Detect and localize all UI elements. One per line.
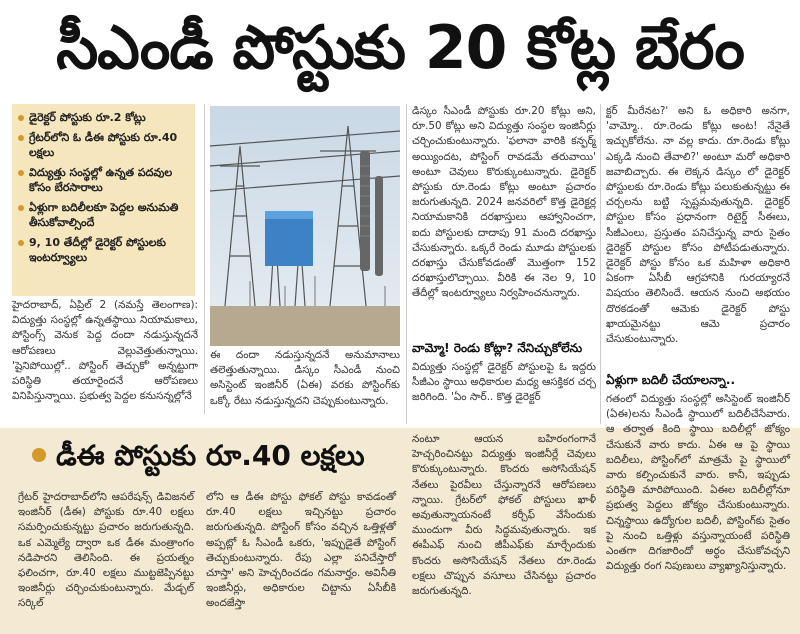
subheading-wow: వామ్మో! రెండు కోట్లా? నేనిచ్చుకోలేను bbox=[412, 341, 583, 355]
highlight-item: డైరెక్టర్ పోస్టుకు రూ.2 కోట్లు bbox=[18, 110, 189, 125]
title-dot-icon bbox=[32, 448, 46, 462]
bullet-dot-icon bbox=[18, 240, 24, 246]
transformer-shape bbox=[265, 211, 313, 266]
highlight-item: 9, 10 తేదీల్లో డైరెక్టర్ పోస్టులకు ఇంటర్వ్యూలు bbox=[18, 235, 189, 265]
article-column-3: డిస్కం సీఎండీ పోస్టుకు రూ.20 కోట్లు అని, రూ.50 కోట్లు అని విద్యుత్తు సంస్థల ఇంజినీర్లు చర్చించుకుంటున్నారు. 'ఫలానా వారికి కన్ఫర్మ్ అయ్యిందట, పోస్టింగ్ రావడమే తరువాయి' అంటూ చెవులు కొరుక్కుంటున్నారు. డైరెక్టర్ పోస్టుకు రూ.రెండు కోట్లు అంటూ ప్రచారం జరుగుతున్నది. 2024 జనవరిలో కొత్త డైరెక్టర్ల నియామకానికి దరఖాస్తులు ఆహ్వానించగా, ఐదు పోస్టులకు దాదాపు 91 మంది దరఖాస్తు చేసుకున్నారు. ఒక్కరే రెండు మూడు పోస్టులకు దరఖాస్తు చేసుకోవడంతో మొత్తంగా 152 దరఖాస్తులొచ్చాయి. వీరికి ఈ నెల 9, 10 తేదీల్లో ఇంటర్వ్యూలు నిర్వహించనున్నారు. bbox=[412, 105, 596, 300]
highlights-box bbox=[12, 104, 195, 296]
article-column-3b: విద్యుత్తు సంస్థల్లో డైరెక్టర్ పోస్టులపై ఓ ఇద్దరు సీజీఎం స్థాయి అధికారుల మధ్య ఆసక్తికర చర్చ జరిగింది. 'ఏం సార్.. కొత్త డైరెక్టర్ bbox=[412, 361, 596, 404]
substation-illustration bbox=[210, 106, 400, 346]
bullet-dot-icon bbox=[18, 170, 24, 176]
substation-photo bbox=[210, 106, 400, 346]
headline: సీఎండీ పోస్టుకు 20 కోట్ల బేరం bbox=[56, 13, 744, 83]
bullet-dot-icon bbox=[18, 205, 24, 211]
highlight-item: విద్యుత్తు సంస్థల్లో ఉన్నత పదవుల కోసం బేరసారాలు bbox=[18, 165, 189, 195]
article-column-4b: గతంలో విద్యుత్తు సంస్థల్లో అసిస్టెంట్ ఇంజినీర్ (ఏఈ)లను సీఎండీ స్థాయిలో బదిలీచేసేవారు. ఆ తర్వాత కింది స్థాయి బదిలీల్లో జోక్యం చేసుకునే వారు కాదు. ఏఈ ఆ పై స్థాయి బదిలీలు, పోస్టింగ్‌లో మాత్రమే పై స్థాయిలో వారు కల్పించుకునే వారు. కానీ, ఇప్పుడు పరిస్థితి మారిపోయింది. ఏఈల బదిలీల్లోనూ ప్రభుత్వ పెద్దలు జోక్యం చేసుకుంటున్నారు. చిన్నస్థాయి ఉద్యోగుల బదిలీ, పోస్టింగ్‌కు సైతం పై నుంచి ఒత్తిళ్లు వస్తున్నాయంటే పరిస్థితి ఎంతగా దిగజారిందో అర్థం చేసుకోవచ్చని విద్యుత్తు రంగ నిపుణులు వ్యాఖ్యానిస్తున్నారు. bbox=[606, 393, 790, 573]
article-column-4: క్టర్ మీరేనట?' అని ఓ అధికారి అనగా, 'వామ్మో.. రూ.రెండు కోట్లు అంట! నేనైతే ఇచ్చుకోలేను. నా వల్ల కాదు. రూ.రెండు కోట్లు ఎక్కడి నుంచి తేవాలి?' అంటూ మరో అధికారి జవాబిచ్చారు. ఈ లెక్కన డిస్కం లో డైరెక్టర్ పోస్టులకు రూ.రెండు కోట్లు పలుకుతున్నట్టు ఈ చర్చలను బట్టి స్పష్టమవుతున్నది. డైరెక్టర్ పోస్టుల కోసం ప్రధానంగా రిటైర్డ్ సీఈలు, సీజీఎంలు, ప్రస్తుతం పనిచేస్తున్న వారు సైతం డైరెక్టర్ పోస్టుల కోసం పోటీపడుతున్నారు. డైరెక్టర్ పోస్టు కోసం ఒక మహిళా అధికారి ఏకంగా ఏసీబీ ఆగ్రహానికి గురయ్యారనే విషయం తెలిసిందే. ఆయన నుంచి అభయం దొరకడంతో ఆమెకు డైరెక్టర్ పోస్టు ఖాయమైనట్టు ఆమె ప్రచారం చేసుకుంటున్నారు. bbox=[606, 105, 790, 346]
bottom-column-3: నంటూ ఆయన బహిరంగంగానే హెచ్చరించినట్టు విద్యుత్తు ఇంజినీర్లే చెవులు కొరుక్కుంటున్నారు. కొందరు అసోసియేషన్ నేతలు పైరవీలు చేస్తున్నారనే ఆరోపణలు న్నాయి. గ్రేటర్‌లో ఫోకల్ పోస్టులు ఖాళీ అవుతున్నాయనంటే కర్చీఫ్ వేసేందుకు ముందుగా వీరు సిద్ధమవుతున్నారు. ఇక ఈపీఎఫ్ నుంచి జీపీఎఫ్‌కు మార్చేందుకు కొందరు అసోసియేషన్ నేతలు రూ.రెండు లక్షలు చొప్పున వసూలు చేసినట్టు ప్రచారం జరుగుతున్నది. bbox=[412, 433, 596, 598]
article-column-1: హైదరాబాద్, ఏప్రిల్ 2 (నమస్తే తెలంగాణ): విద్యుత్తు సంస్థల్లో ఉన్నతస్థాయి నియామకాలు, పోస్టింగ్స్ వెనుక పెద్ద దందా నడుస్తున్నదనే ఆరోపణలు వెల్లువెత్తుతున్నాయి. 'షైనిపోయిల్లో.. పోస్టింగ్ తెచ్చుకో' అన్నట్టుగా పరిస్థితి తయారైందనే ఆరోపణలు వినిపిస్తున్నాయి. ప్రభుత్వ పెద్దల కనుసన్నల్లోనే bbox=[12, 299, 198, 403]
bottom-column-2: లోని ఆ డీఈ పోస్టు ఫోకల్ పోస్టు కావడంతో రూ.40 లక్షలు ఇచ్చినట్టు ప్రచారం జరుగుతున్నది. పోస్టింగ్ కోసం వచ్చిన ఒత్తిళ్లతో అప్పట్లో ఓ సీఎండీ ఒకరు, 'ఇప్పుడైతే పోస్టింగ్ తెచ్చుకుంటున్నారు. రేపు ఎల్లా పనిచేస్తారో చూస్తా' అని హెచ్చరించడం గమనార్హం. అవినీతి ఇంజినీర్లు, అధికారుల చిట్టాను ఏసీబీకి అందజేస్తా bbox=[206, 491, 396, 610]
article-column-2: ఈ దందా నడుస్తున్నదనే అనుమానాలు తలెత్తుతున్నాయి. డిస్కం సీఎండీ నుంచి అసిస్టెంట్ ఇంజినీర్ (ఏఈ) వరకు పోస్టింగ్‌కు ఒక్కో రేటు నడుస్తున్నదని చెప్పుకుంటున్నారు. bbox=[210, 349, 400, 407]
bottom-column-1: గ్రేటర్ హైదరాబాద్‌లోని ఆపరేషన్స్ డివిజనల్ ఇంజినీర్ (డీఈ) పోస్టుకు రూ.40 లక్షలు సమర్పించుకున్నట్టు ప్రచారం జరుగుతున్నది. ఒక ఎమ్మెల్యే ద్వారా ఒక డీఈ మంత్రాంగం నడిపారని తెలిసింది. ఈ ప్రయత్నం ఫలించగా, రూ.40 లక్షలు ముట్టజెప్పినట్టు ఇంజినీర్లు చర్చించుకుంటున్నారు. మేడ్చల్ సర్కిల్ bbox=[18, 491, 194, 610]
bullet-dot-icon bbox=[18, 135, 24, 141]
highlight-item: గ్రేటర్‌లోని ఓ డీఈ పోస్టుకు రూ.40 లక్షలు bbox=[18, 130, 189, 160]
bottom-article-title: డీఈ పోస్టుకు రూ.40 లక్షలు bbox=[56, 439, 365, 472]
subheading-transfers: ఏళ్లుగా బదిలీ చేయాలన్నా.. bbox=[606, 373, 736, 387]
highlight-item: ఏళ్లుగా బదిలీలకూ పెద్దల అనుమతి తీసుకోవాల్సిందే bbox=[18, 200, 189, 230]
bullet-dot-icon bbox=[18, 115, 24, 121]
